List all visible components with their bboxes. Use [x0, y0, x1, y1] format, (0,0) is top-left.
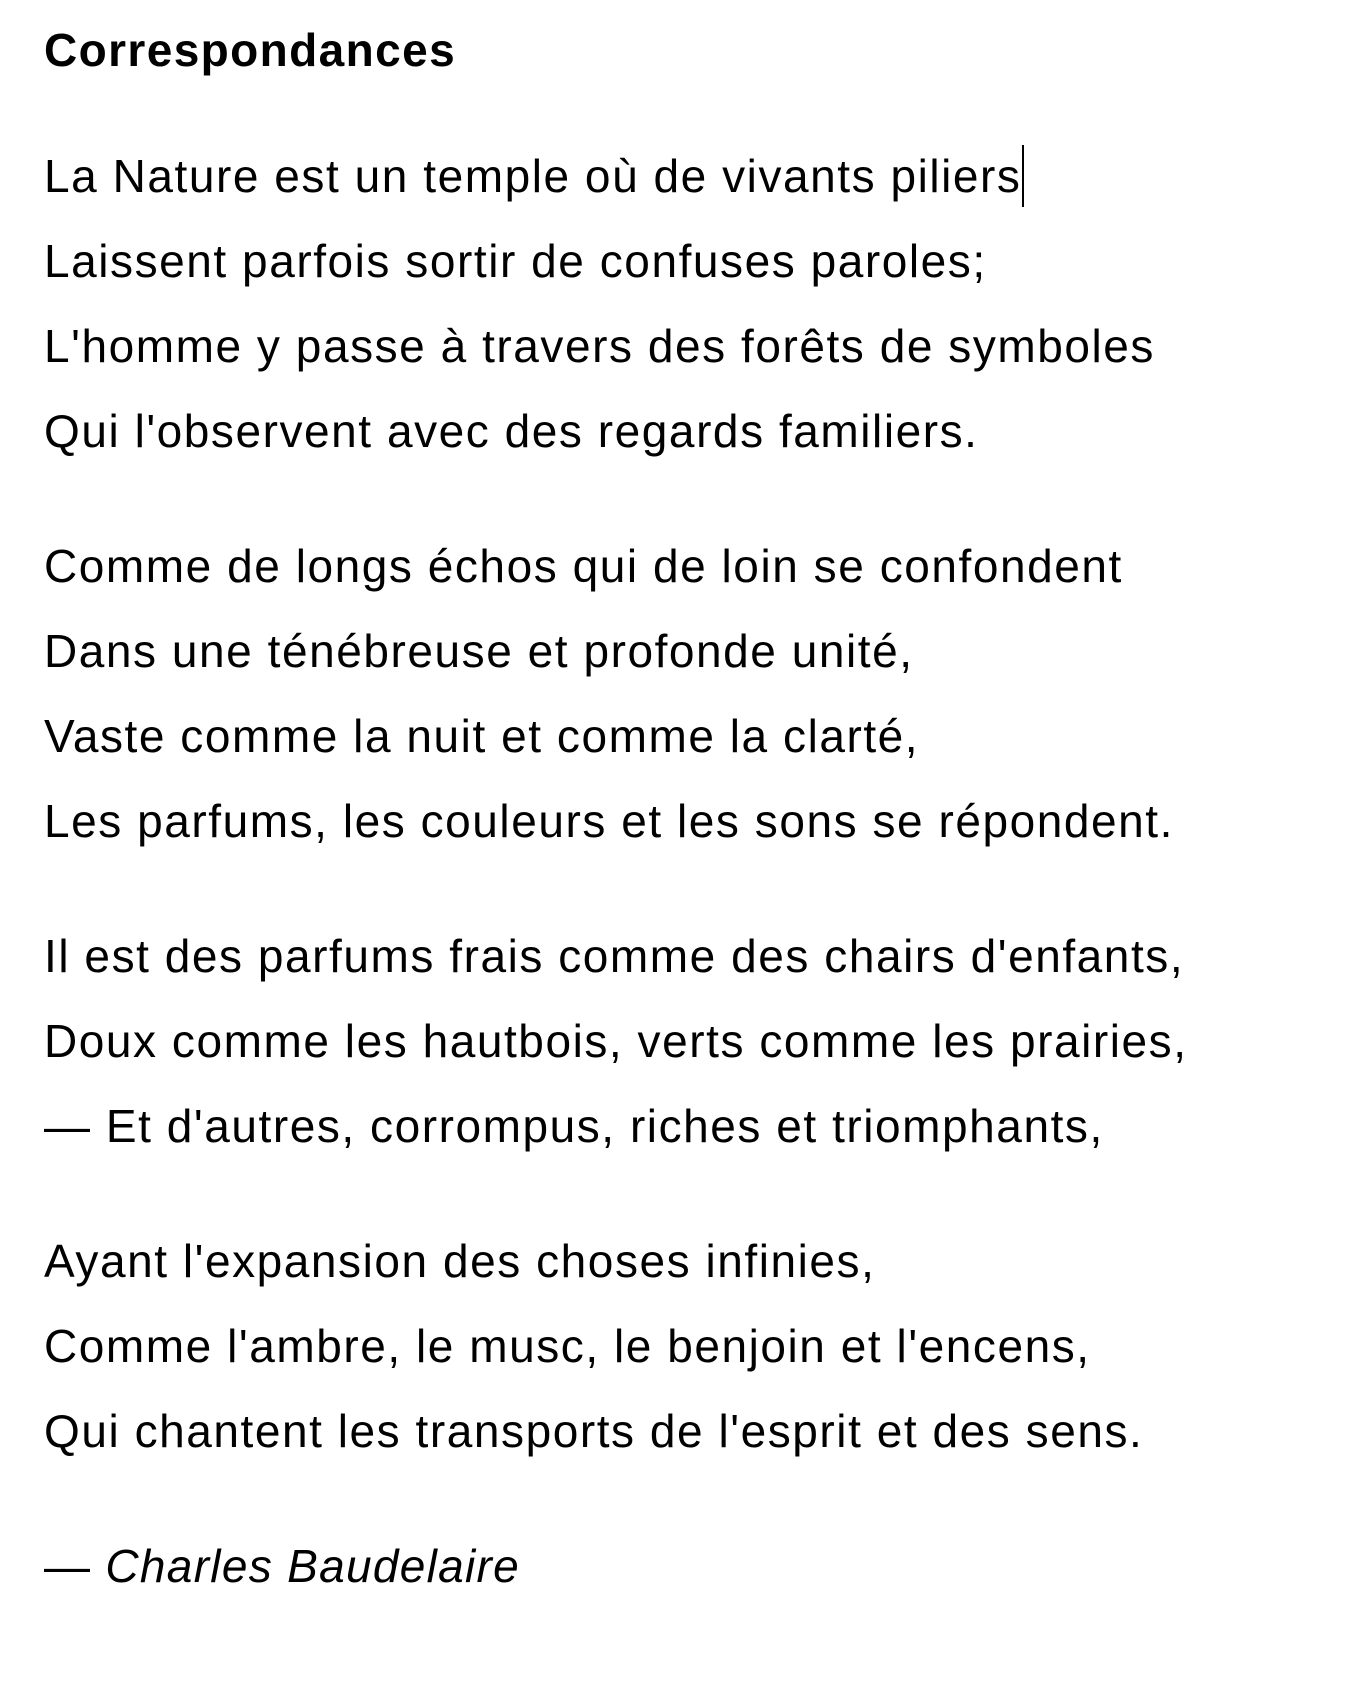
- poem-line: [44, 134, 1344, 219]
- poem-line: Dans une ténébreuse et profonde unité,: [44, 625, 914, 677]
- poem-line: Comme l'ambre, le musc, le benjoin et l'encens,: [44, 1320, 1091, 1372]
- poem-line: Ayant l'expansion des choses infinies,: [44, 1235, 876, 1287]
- poem-line: — Et d'autres, corrompus, riches et triomphants,: [44, 1100, 1104, 1152]
- poem-line: Comme de longs échos qui de loin se confondent: [44, 540, 1123, 592]
- poem-line: Qui l'observent avec des regards familiers.: [44, 405, 979, 457]
- poem-line: L'homme y passe à travers des forêts de symboles: [44, 320, 1155, 372]
- line-text: La Nature est un temple où de vivants piliers: [44, 150, 1022, 202]
- poem-line: Laissent parfois sortir de confuses paroles;: [44, 235, 987, 287]
- text-cursor: [1022, 145, 1024, 207]
- poem-line: Les parfums, les couleurs et les sons se répondent.: [44, 795, 1174, 847]
- poem-title: Correspondances: [44, 24, 457, 76]
- stanza-3: [44, 914, 1344, 1169]
- poem-line: Doux comme les hautbois, verts comme les prairies,: [44, 1015, 1188, 1067]
- poem-attribution: [44, 1524, 1344, 1609]
- attribution-dash: —: [44, 1540, 92, 1592]
- poem-line: Vaste comme la nuit et comme la clarté,: [44, 710, 920, 762]
- stanza-2: [44, 524, 1344, 864]
- stanza-1: [44, 134, 1344, 474]
- author-name: Charles Baudelaire: [105, 1540, 521, 1592]
- document-body[interactable]: [44, 22, 1344, 1609]
- poem-line: Qui chantent les transports de l'esprit et des sens.: [44, 1405, 1144, 1457]
- poem-line: Il est des parfums frais comme des chairs d'enfants,: [44, 930, 1185, 982]
- stanza-4: [44, 1219, 1344, 1474]
